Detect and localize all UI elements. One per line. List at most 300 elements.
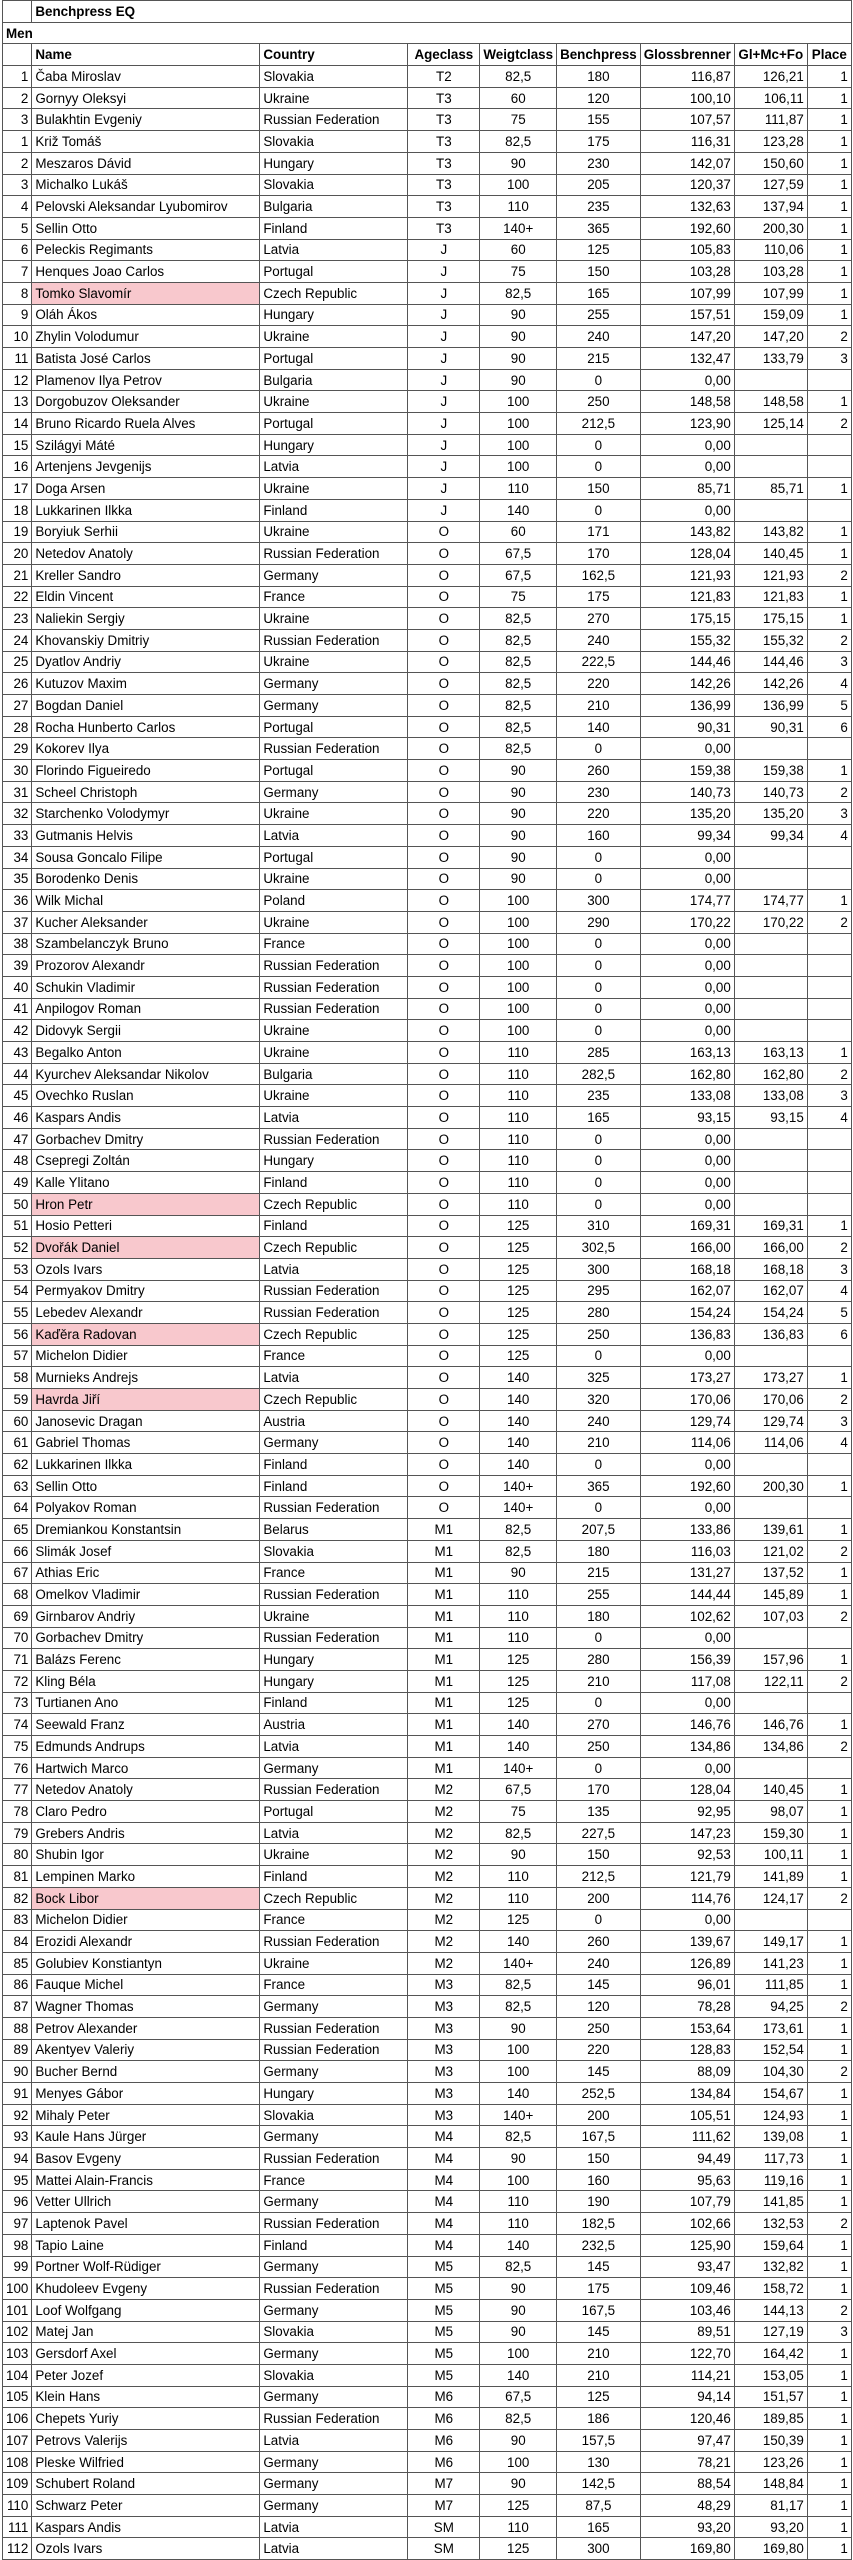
cell-glossbrenner[interactable]: 107,57 xyxy=(640,109,734,131)
cell-gl-mc-fo[interactable] xyxy=(734,369,807,391)
cell-country[interactable]: Ukraine xyxy=(260,87,408,109)
cell-glossbrenner[interactable]: 114,21 xyxy=(640,2364,734,2386)
cell-name[interactable]: Seewald Franz xyxy=(32,1714,260,1736)
cell-gl-mc-fo[interactable]: 154,24 xyxy=(734,1302,807,1324)
cell-place[interactable] xyxy=(807,868,851,890)
cell-benchpress[interactable]: 167,5 xyxy=(557,2299,641,2321)
cell-place[interactable]: 1 xyxy=(807,543,851,565)
cell-benchpress[interactable]: 240 xyxy=(557,326,641,348)
cell-weightclass[interactable]: 75 xyxy=(480,261,557,283)
cell-name[interactable]: Kyurchev Aleksandar Nikolov xyxy=(32,1063,260,1085)
cell-place[interactable] xyxy=(807,1627,851,1649)
cell-weightclass[interactable]: 125 xyxy=(480,1692,557,1714)
cell-benchpress[interactable]: 0 xyxy=(557,499,641,521)
cell-name[interactable]: Sellin Otto xyxy=(32,1475,260,1497)
cell-glossbrenner[interactable]: 159,38 xyxy=(640,760,734,782)
cell-ageclass[interactable]: M2 xyxy=(408,1779,480,1801)
cell-place[interactable]: 1 xyxy=(807,1822,851,1844)
cell-weightclass[interactable]: 90 xyxy=(480,152,557,174)
cell-country[interactable]: Russian Federation xyxy=(260,976,408,998)
cell-glossbrenner[interactable]: 103,28 xyxy=(640,261,734,283)
cell-country[interactable]: Russian Federation xyxy=(260,1497,408,1519)
cell-gl-mc-fo[interactable]: 123,28 xyxy=(734,131,807,153)
cell-index[interactable]: 101 xyxy=(3,2299,32,2321)
cell-weightclass[interactable]: 100 xyxy=(480,174,557,196)
cell-weightclass[interactable]: 100 xyxy=(480,976,557,998)
cell-name[interactable]: Bulakhtin Evgeniy xyxy=(32,109,260,131)
cell-name[interactable]: Fauque Michel xyxy=(32,1974,260,1996)
cell-place[interactable]: 1 xyxy=(807,2169,851,2191)
cell-gl-mc-fo[interactable]: 121,83 xyxy=(734,586,807,608)
cell-name[interactable]: Oláh Ákos xyxy=(32,304,260,326)
cell-index[interactable]: 104 xyxy=(3,2364,32,2386)
cell-gl-mc-fo[interactable]: 149,17 xyxy=(734,1931,807,1953)
cell-index[interactable]: 1 xyxy=(3,131,32,153)
cell-name[interactable]: Athias Eric xyxy=(32,1562,260,1584)
cell-place[interactable]: 2 xyxy=(807,1237,851,1259)
cell-index[interactable]: 112 xyxy=(3,2538,32,2560)
cell-index[interactable]: 61 xyxy=(3,1432,32,1454)
cell-ageclass[interactable]: M1 xyxy=(408,1627,480,1649)
cell-ageclass[interactable]: M2 xyxy=(408,1801,480,1823)
cell-glossbrenner[interactable]: 120,46 xyxy=(640,2408,734,2430)
cell-gl-mc-fo[interactable]: 144,46 xyxy=(734,651,807,673)
cell-name[interactable]: Kaspars Andis xyxy=(32,1107,260,1129)
cell-glossbrenner[interactable]: 146,76 xyxy=(640,1714,734,1736)
cell-country[interactable]: Czech Republic xyxy=(260,1323,408,1345)
cell-glossbrenner[interactable]: 0,00 xyxy=(640,738,734,760)
cell-place[interactable]: 1 xyxy=(807,239,851,261)
cell-gl-mc-fo[interactable]: 111,85 xyxy=(734,1974,807,1996)
cell-index[interactable]: 87 xyxy=(3,1996,32,2018)
cell-gl-mc-fo[interactable]: 145,89 xyxy=(734,1584,807,1606)
cell-country[interactable]: Russian Federation xyxy=(260,109,408,131)
cell-place[interactable] xyxy=(807,1150,851,1172)
cell-name[interactable]: Netedov Anatoly xyxy=(32,543,260,565)
cell-index[interactable]: 64 xyxy=(3,1497,32,1519)
cell-weightclass[interactable]: 125 xyxy=(480,1649,557,1671)
cell-glossbrenner[interactable]: 134,84 xyxy=(640,2083,734,2105)
cell-name[interactable]: Slimák Josef xyxy=(32,1540,260,1562)
header-benchpress[interactable]: Benchpress xyxy=(557,44,641,66)
cell-gl-mc-fo[interactable]: 159,64 xyxy=(734,2234,807,2256)
cell-ageclass[interactable]: O xyxy=(408,1172,480,1194)
cell-glossbrenner[interactable]: 96,01 xyxy=(640,1974,734,1996)
cell-weightclass[interactable]: 140+ xyxy=(480,2104,557,2126)
cell-index[interactable]: 14 xyxy=(3,413,32,435)
cell-gl-mc-fo[interactable]: 166,00 xyxy=(734,1237,807,1259)
cell-index[interactable]: 68 xyxy=(3,1584,32,1606)
header-place[interactable]: Place xyxy=(807,44,851,66)
cell-place[interactable] xyxy=(807,998,851,1020)
cell-weightclass[interactable]: 100 xyxy=(480,911,557,933)
cell-name[interactable]: Gersdorf Axel xyxy=(32,2343,260,2365)
cell-weightclass[interactable]: 90 xyxy=(480,846,557,868)
cell-ageclass[interactable]: M7 xyxy=(408,2495,480,2517)
cell-weightclass[interactable]: 100 xyxy=(480,998,557,1020)
cell-country[interactable]: Germany xyxy=(260,2061,408,2083)
cell-country[interactable]: Ukraine xyxy=(260,1952,408,1974)
cell-name[interactable]: Havrda Jiří xyxy=(32,1389,260,1411)
cell-name[interactable]: Permyakov Dmitry xyxy=(32,1280,260,1302)
cell-place[interactable]: 1 xyxy=(807,2473,851,2495)
cell-country[interactable]: Portugal xyxy=(260,413,408,435)
cell-index[interactable]: 75 xyxy=(3,1736,32,1758)
cell-gl-mc-fo[interactable]: 81,17 xyxy=(734,2495,807,2517)
cell-ageclass[interactable]: M3 xyxy=(408,2039,480,2061)
cell-glossbrenner[interactable]: 133,08 xyxy=(640,1085,734,1107)
cell-weightclass[interactable]: 100 xyxy=(480,955,557,977)
cell-gl-mc-fo[interactable]: 125,14 xyxy=(734,413,807,435)
cell-country[interactable]: Bulgaria xyxy=(260,1063,408,1085)
cell-ageclass[interactable]: M1 xyxy=(408,1519,480,1541)
cell-index[interactable]: 72 xyxy=(3,1670,32,1692)
cell-glossbrenner[interactable]: 105,83 xyxy=(640,239,734,261)
cell-name[interactable]: Csepregi Zoltán xyxy=(32,1150,260,1172)
cell-glossbrenner[interactable]: 92,95 xyxy=(640,1801,734,1823)
cell-name[interactable]: Sousa Goncalo Filipe xyxy=(32,846,260,868)
cell-weightclass[interactable]: 100 xyxy=(480,434,557,456)
cell-index[interactable]: 39 xyxy=(3,955,32,977)
cell-country[interactable]: Finland xyxy=(260,2234,408,2256)
cell-weightclass[interactable]: 100 xyxy=(480,2451,557,2473)
cell-country[interactable]: Slovakia xyxy=(260,1540,408,1562)
cell-index[interactable]: 22 xyxy=(3,586,32,608)
cell-benchpress[interactable]: 240 xyxy=(557,1410,641,1432)
cell-ageclass[interactable]: O xyxy=(408,543,480,565)
cell-gl-mc-fo[interactable]: 173,61 xyxy=(734,2017,807,2039)
cell-gl-mc-fo[interactable] xyxy=(734,955,807,977)
cell-benchpress[interactable]: 0 xyxy=(557,846,641,868)
cell-place[interactable] xyxy=(807,1193,851,1215)
cell-gl-mc-fo[interactable]: 132,53 xyxy=(734,2213,807,2235)
cell-name[interactable]: Florindo Figueiredo xyxy=(32,760,260,782)
cell-gl-mc-fo[interactable]: 164,42 xyxy=(734,2343,807,2365)
cell-country[interactable]: Finland xyxy=(260,1866,408,1888)
cell-index[interactable]: 65 xyxy=(3,1519,32,1541)
cell-weightclass[interactable]: 125 xyxy=(480,2538,557,2560)
cell-index[interactable]: 4 xyxy=(3,196,32,218)
cell-weightclass[interactable]: 82,5 xyxy=(480,1822,557,1844)
cell-benchpress[interactable]: 210 xyxy=(557,1670,641,1692)
cell-ageclass[interactable]: M2 xyxy=(408,1952,480,1974)
cell-name[interactable]: Pleske Wilfried xyxy=(32,2451,260,2473)
cell-gl-mc-fo[interactable]: 127,19 xyxy=(734,2321,807,2343)
cell-name[interactable]: Kokorev Ilya xyxy=(32,738,260,760)
cell-place[interactable]: 1 xyxy=(807,2039,851,2061)
cell-name[interactable]: Shubin Igor xyxy=(32,1844,260,1866)
cell-weightclass[interactable]: 82,5 xyxy=(480,673,557,695)
cell-weightclass[interactable]: 90 xyxy=(480,2321,557,2343)
cell-gl-mc-fo[interactable]: 173,27 xyxy=(734,1367,807,1389)
cell-name[interactable]: Meszaros Dávid xyxy=(32,152,260,174)
cell-benchpress[interactable]: 210 xyxy=(557,1432,641,1454)
cell-place[interactable]: 1 xyxy=(807,2538,851,2560)
cell-place[interactable]: 1 xyxy=(807,174,851,196)
cell-benchpress[interactable]: 235 xyxy=(557,196,641,218)
cell-ageclass[interactable]: O xyxy=(408,890,480,912)
cell-place[interactable]: 1 xyxy=(807,217,851,239)
cell-benchpress[interactable]: 215 xyxy=(557,1562,641,1584)
cell-ageclass[interactable]: M7 xyxy=(408,2473,480,2495)
cell-name[interactable]: Gorbachev Dmitry xyxy=(32,1128,260,1150)
cell-country[interactable]: Slovakia xyxy=(260,2104,408,2126)
cell-country[interactable]: Russian Federation xyxy=(260,2148,408,2170)
cell-index[interactable]: 32 xyxy=(3,803,32,825)
cell-glossbrenner[interactable]: 111,62 xyxy=(640,2126,734,2148)
cell-weightclass[interactable]: 82,5 xyxy=(480,695,557,717)
cell-place[interactable]: 2 xyxy=(807,413,851,435)
header-weightclass[interactable]: Weigtclass xyxy=(480,44,557,66)
cell-name[interactable]: Peter Jozef xyxy=(32,2364,260,2386)
cell-place[interactable]: 1 xyxy=(807,1866,851,1888)
cell-place[interactable]: 1 xyxy=(807,1562,851,1584)
cell-name[interactable]: Boryiuk Serhii xyxy=(32,521,260,543)
cell-place[interactable]: 5 xyxy=(807,1302,851,1324)
cell-ageclass[interactable]: O xyxy=(408,1280,480,1302)
cell-place[interactable] xyxy=(807,955,851,977)
cell-index[interactable]: 7 xyxy=(3,261,32,283)
cell-index[interactable]: 8 xyxy=(3,282,32,304)
cell-name[interactable]: Bruno Ricardo Ruela Alves xyxy=(32,413,260,435)
cell-name[interactable]: Schwarz Peter xyxy=(32,2495,260,2517)
cell-weightclass[interactable]: 100 xyxy=(480,2039,557,2061)
cell-ageclass[interactable]: M6 xyxy=(408,2430,480,2452)
cell-name[interactable]: Khovanskiy Dmitriy xyxy=(32,629,260,651)
cell-ageclass[interactable]: O xyxy=(408,803,480,825)
cell-ageclass[interactable]: O xyxy=(408,998,480,1020)
cell-gl-mc-fo[interactable] xyxy=(734,499,807,521)
cell-benchpress[interactable]: 212,5 xyxy=(557,413,641,435)
cell-country[interactable]: Germany xyxy=(260,2256,408,2278)
cell-name[interactable]: Petrov Alexander xyxy=(32,2017,260,2039)
cell-benchpress[interactable]: 220 xyxy=(557,673,641,695)
cell-weightclass[interactable]: 82,5 xyxy=(480,1540,557,1562)
cell-ageclass[interactable]: M3 xyxy=(408,2017,480,2039)
cell-country[interactable]: Latvia xyxy=(260,456,408,478)
cell-benchpress[interactable]: 162,5 xyxy=(557,564,641,586)
cell-ageclass[interactable]: O xyxy=(408,1345,480,1367)
cell-ageclass[interactable]: O xyxy=(408,1475,480,1497)
cell-ageclass[interactable]: J xyxy=(408,391,480,413)
cell-glossbrenner[interactable]: 0,00 xyxy=(640,1128,734,1150)
cell-country[interactable]: Germany xyxy=(260,781,408,803)
cell-weightclass[interactable]: 140+ xyxy=(480,1475,557,1497)
cell-place[interactable]: 1 xyxy=(807,1952,851,1974)
cell-place[interactable]: 1 xyxy=(807,521,851,543)
cell-ageclass[interactable]: O xyxy=(408,564,480,586)
cell-weightclass[interactable]: 90 xyxy=(480,1844,557,1866)
cell-ageclass[interactable]: O xyxy=(408,868,480,890)
cell-index[interactable]: 5 xyxy=(3,217,32,239)
cell-weightclass[interactable]: 140 xyxy=(480,1389,557,1411)
cell-gl-mc-fo[interactable]: 121,02 xyxy=(734,1540,807,1562)
cell-ageclass[interactable]: M2 xyxy=(408,1887,480,1909)
cell-name[interactable]: Omelkov Vladimir xyxy=(32,1584,260,1606)
cell-name[interactable]: Križ Tomáš xyxy=(32,131,260,153)
cell-index[interactable]: 46 xyxy=(3,1107,32,1129)
cell-glossbrenner[interactable]: 123,90 xyxy=(640,413,734,435)
cell-benchpress[interactable]: 220 xyxy=(557,803,641,825)
cell-benchpress[interactable]: 250 xyxy=(557,391,641,413)
cell-benchpress[interactable]: 165 xyxy=(557,1107,641,1129)
cell-benchpress[interactable]: 300 xyxy=(557,2538,641,2560)
cell-country[interactable]: Russian Federation xyxy=(260,2017,408,2039)
cell-name[interactable]: Khudoleev Evgeny xyxy=(32,2278,260,2300)
cell-name[interactable]: Michelon Didier xyxy=(32,1345,260,1367)
cell-index[interactable]: 63 xyxy=(3,1475,32,1497)
cell-glossbrenner[interactable]: 121,93 xyxy=(640,564,734,586)
cell-glossbrenner[interactable]: 0,00 xyxy=(640,1627,734,1649)
cell-gl-mc-fo[interactable] xyxy=(734,976,807,998)
cell-ageclass[interactable]: T3 xyxy=(408,174,480,196)
cell-index[interactable]: 38 xyxy=(3,933,32,955)
cell-gl-mc-fo[interactable]: 143,82 xyxy=(734,521,807,543)
cell-benchpress[interactable]: 0 xyxy=(557,738,641,760)
cell-gl-mc-fo[interactable]: 159,30 xyxy=(734,1822,807,1844)
cell-benchpress[interactable]: 0 xyxy=(557,1909,641,1931)
cell-place[interactable]: 2 xyxy=(807,2299,851,2321)
cell-place[interactable]: 1 xyxy=(807,131,851,153)
cell-weightclass[interactable]: 90 xyxy=(480,2473,557,2495)
cell-weightclass[interactable]: 90 xyxy=(480,304,557,326)
cell-benchpress[interactable]: 210 xyxy=(557,695,641,717)
cell-weightclass[interactable]: 75 xyxy=(480,109,557,131)
cell-benchpress[interactable]: 140 xyxy=(557,716,641,738)
cell-benchpress[interactable]: 205 xyxy=(557,174,641,196)
cell-country[interactable]: Russian Federation xyxy=(260,2039,408,2061)
cell-country[interactable]: Germany xyxy=(260,2386,408,2408)
cell-place[interactable]: 3 xyxy=(807,1085,851,1107)
cell-place[interactable] xyxy=(807,1692,851,1714)
cell-weightclass[interactable]: 140 xyxy=(480,2234,557,2256)
cell-gl-mc-fo[interactable] xyxy=(734,1172,807,1194)
cell-country[interactable]: Portugal xyxy=(260,760,408,782)
cell-gl-mc-fo[interactable] xyxy=(734,1497,807,1519)
cell-glossbrenner[interactable]: 128,04 xyxy=(640,1779,734,1801)
cell-benchpress[interactable]: 365 xyxy=(557,1475,641,1497)
cell-place[interactable]: 1 xyxy=(807,2148,851,2170)
cell-ageclass[interactable]: O xyxy=(408,1193,480,1215)
cell-country[interactable]: Germany xyxy=(260,2343,408,2365)
cell-index[interactable]: 81 xyxy=(3,1866,32,1888)
cell-country[interactable]: Ukraine xyxy=(260,1605,408,1627)
cell-name[interactable]: Zhylin Volodumur xyxy=(32,326,260,348)
cell-gl-mc-fo[interactable] xyxy=(734,456,807,478)
cell-country[interactable]: Germany xyxy=(260,2299,408,2321)
cell-benchpress[interactable]: 87,5 xyxy=(557,2495,641,2517)
cell-index[interactable]: 37 xyxy=(3,911,32,933)
cell-index[interactable]: 13 xyxy=(3,391,32,413)
cell-name[interactable]: Michalko Lukáš xyxy=(32,174,260,196)
cell-country[interactable]: France xyxy=(260,1562,408,1584)
cell-gl-mc-fo[interactable] xyxy=(734,738,807,760)
cell-ageclass[interactable]: M5 xyxy=(408,2256,480,2278)
cell-gl-mc-fo[interactable]: 141,23 xyxy=(734,1952,807,1974)
cell-index[interactable]: 2 xyxy=(3,87,32,109)
cell-benchpress[interactable]: 180 xyxy=(557,1605,641,1627)
cell-name[interactable]: Kaďěra Radovan xyxy=(32,1323,260,1345)
cell-benchpress[interactable]: 200 xyxy=(557,2104,641,2126)
cell-glossbrenner[interactable]: 135,20 xyxy=(640,803,734,825)
cell-place[interactable]: 2 xyxy=(807,1736,851,1758)
cell-ageclass[interactable]: O xyxy=(408,1237,480,1259)
cell-ageclass[interactable]: O xyxy=(408,608,480,630)
cell-gl-mc-fo[interactable]: 121,93 xyxy=(734,564,807,586)
cell-benchpress[interactable]: 0 xyxy=(557,1128,641,1150)
cell-glossbrenner[interactable]: 89,51 xyxy=(640,2321,734,2343)
cell-index[interactable]: 78 xyxy=(3,1801,32,1823)
cell-country[interactable]: Portugal xyxy=(260,261,408,283)
cell-country[interactable]: Slovakia xyxy=(260,174,408,196)
cell-benchpress[interactable]: 200 xyxy=(557,1887,641,1909)
cell-country[interactable]: Hungary xyxy=(260,1150,408,1172)
cell-country[interactable]: Ukraine xyxy=(260,1042,408,1064)
cell-glossbrenner[interactable]: 94,49 xyxy=(640,2148,734,2170)
cell-glossbrenner[interactable]: 0,00 xyxy=(640,1150,734,1172)
cell-name[interactable]: Murnieks Andrejs xyxy=(32,1367,260,1389)
cell-ageclass[interactable]: M5 xyxy=(408,2299,480,2321)
cell-country[interactable]: Russian Federation xyxy=(260,1627,408,1649)
cell-benchpress[interactable]: 310 xyxy=(557,1215,641,1237)
cell-country[interactable]: Belarus xyxy=(260,1519,408,1541)
cell-ageclass[interactable]: T3 xyxy=(408,131,480,153)
cell-weightclass[interactable]: 100 xyxy=(480,890,557,912)
cell-weightclass[interactable]: 140+ xyxy=(480,1497,557,1519)
cell-country[interactable]: Czech Republic xyxy=(260,1193,408,1215)
cell-gl-mc-fo[interactable] xyxy=(734,868,807,890)
cell-name[interactable]: Dorgobuzov Oleksander xyxy=(32,391,260,413)
cell-benchpress[interactable]: 150 xyxy=(557,261,641,283)
cell-benchpress[interactable]: 320 xyxy=(557,1389,641,1411)
cell-name[interactable]: Edmunds Andrups xyxy=(32,1736,260,1758)
cell-weightclass[interactable]: 140+ xyxy=(480,217,557,239)
header-name[interactable]: Name xyxy=(32,44,260,66)
cell-ageclass[interactable]: M3 xyxy=(408,1996,480,2018)
cell-name[interactable]: Petrovs Valerijs xyxy=(32,2430,260,2452)
cell-weightclass[interactable]: 75 xyxy=(480,586,557,608)
cell-gl-mc-fo[interactable]: 107,99 xyxy=(734,282,807,304)
cell-weightclass[interactable]: 100 xyxy=(480,933,557,955)
cell-index[interactable]: 93 xyxy=(3,2126,32,2148)
cell-glossbrenner[interactable]: 170,06 xyxy=(640,1389,734,1411)
cell-name[interactable]: Ozols Ivars xyxy=(32,1258,260,1280)
cell-ageclass[interactable]: O xyxy=(408,1497,480,1519)
cell-weightclass[interactable]: 140 xyxy=(480,1410,557,1432)
cell-glossbrenner[interactable]: 168,18 xyxy=(640,1258,734,1280)
cell-country[interactable]: Germany xyxy=(260,2451,408,2473)
cell-benchpress[interactable]: 0 xyxy=(557,1454,641,1476)
cell-gl-mc-fo[interactable]: 85,71 xyxy=(734,478,807,500)
cell-country[interactable]: France xyxy=(260,586,408,608)
cell-index[interactable]: 26 xyxy=(3,673,32,695)
cell-glossbrenner[interactable]: 132,47 xyxy=(640,348,734,370)
cell-ageclass[interactable]: M2 xyxy=(408,1822,480,1844)
cell-gl-mc-fo[interactable]: 111,87 xyxy=(734,109,807,131)
cell-weightclass[interactable]: 67,5 xyxy=(480,543,557,565)
cell-gl-mc-fo[interactable]: 103,28 xyxy=(734,261,807,283)
cell-country[interactable]: Russian Federation xyxy=(260,543,408,565)
cell-glossbrenner[interactable]: 142,07 xyxy=(640,152,734,174)
cell-weightclass[interactable]: 110 xyxy=(480,2213,557,2235)
cell-benchpress[interactable]: 260 xyxy=(557,760,641,782)
cell-name[interactable]: Laptenok Pavel xyxy=(32,2213,260,2235)
cell-index[interactable]: 52 xyxy=(3,1237,32,1259)
cell-name[interactable]: Kalle Ylitano xyxy=(32,1172,260,1194)
cell-benchpress[interactable]: 302,5 xyxy=(557,1237,641,1259)
cell-place[interactable]: 1 xyxy=(807,1475,851,1497)
cell-index[interactable]: 109 xyxy=(3,2473,32,2495)
